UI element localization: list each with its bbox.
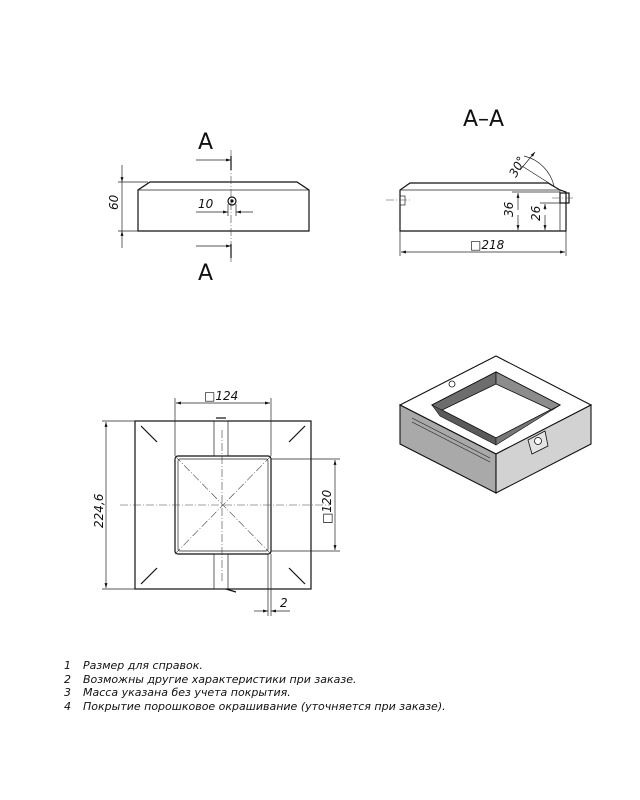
note-item: [64, 686, 446, 700]
isometric-view: [400, 356, 591, 493]
section-label-top: A: [198, 130, 214, 155]
dim-angle: 30°: [506, 154, 529, 180]
dim-right: □120: [320, 489, 334, 524]
dim-36: 36: [502, 201, 516, 217]
dim-26: 26: [529, 205, 543, 221]
front-view-outline: [138, 182, 309, 231]
section-title: A–A: [463, 107, 505, 132]
dim-hole: 10: [198, 197, 214, 211]
dim-height: 60: [107, 194, 121, 210]
dim-left: 224,6: [92, 493, 106, 528]
note-item: [64, 673, 446, 687]
note-number: 3: [64, 686, 71, 699]
note-number: 4: [64, 699, 71, 713]
note-item: [64, 700, 446, 714]
note-text: Покрытие порошковое окрашивание (уточняется при заказе).: [83, 699, 446, 713]
dim-top: □124: [204, 389, 239, 403]
notes-list: [64, 659, 446, 713]
plan-view: [92, 389, 340, 616]
note-number: 1: [64, 659, 71, 672]
note-text: Масса указана без учета покрытия.: [83, 686, 291, 699]
note-text: Размер для справок.: [83, 659, 203, 672]
note-item: [64, 659, 446, 673]
dim-width: □218: [470, 238, 505, 252]
dim-bottom: 2: [280, 596, 288, 610]
angle-arc: [524, 156, 554, 186]
front-view: [107, 130, 309, 286]
section-label-bottom: A: [198, 261, 214, 286]
section-view: [386, 107, 574, 256]
note-text: Возможны другие характеристики при заказе.: [83, 672, 357, 686]
note-number: 2: [64, 672, 71, 686]
